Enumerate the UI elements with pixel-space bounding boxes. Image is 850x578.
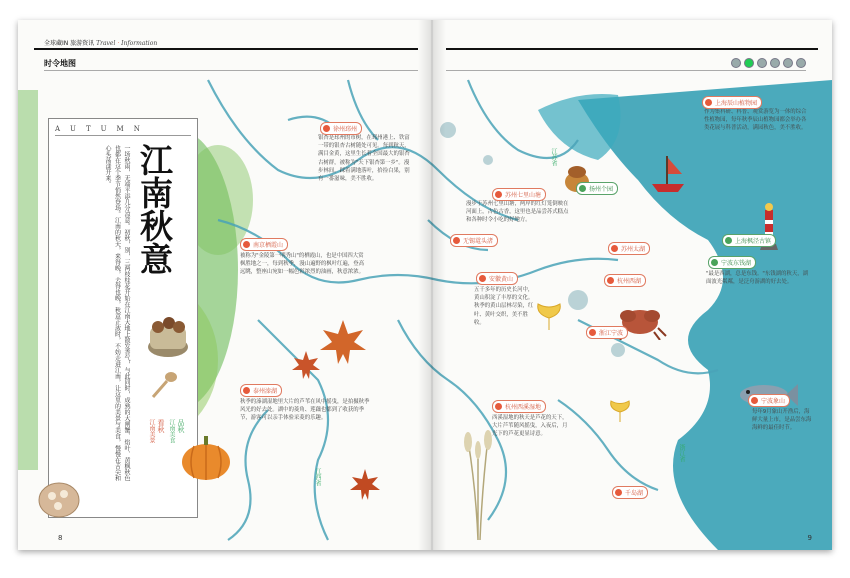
tab-icons — [731, 58, 806, 68]
section-title: 时令地图 — [44, 59, 76, 68]
ginkgo-illustration — [534, 302, 564, 332]
text-nanjing: 被称为"金陵第一明秀山"的栖霞山，也是中国四大赏枫胜地之一，每到秋季，漫山遍野的枫叶红遍，登高远眺，整座山宛如一幅色彩浓烈的油画，秋意浓浓。 — [240, 253, 364, 276]
text-chenshan: 作为集科研、科普、观赏游览为一体的综合性植物园，每年秋季辰山植物园都会举办各类花展与科普活动，满园秋色，美不胜收。 — [704, 109, 807, 132]
maple-leaf-illustration — [318, 318, 368, 368]
food-tag-sub: 江南美食 — [168, 419, 175, 443]
page-number-right: 9 — [807, 534, 812, 542]
section-rule-right — [446, 70, 806, 71]
color-tag-title: 看秋 — [157, 419, 165, 433]
brand-en: Travel — [96, 40, 116, 47]
title-panel — [48, 118, 198, 518]
color-tag-sub: 江南美景 — [148, 419, 155, 443]
magazine-spread — [18, 20, 832, 550]
pumpkin-illustration — [178, 432, 234, 482]
season-label: AUTUMN — [55, 125, 191, 136]
label-dongqian: 宁波东钱湖 — [708, 256, 756, 269]
tab-icon-2 — [744, 58, 754, 68]
ginkgo-2-illustration — [608, 400, 632, 424]
main-title: 江南秋意 — [135, 143, 174, 275]
tab-icon-4 — [770, 58, 780, 68]
tab-icon-6 — [796, 58, 806, 68]
text-suzhou-shantang: 漫步于苏州七里山塘，两岸的红灯笼倒映在河面上，古色古香，这里也是品尝苏式糕点和各种时令小吃的好地方。 — [466, 201, 569, 224]
brand-sep: · — [117, 40, 120, 47]
text-xixi: 西溪湿地的秋天是芦花的天下，大片芦苇随风摇曳，入夜后，月光下的芦花更显诗意。 — [492, 415, 568, 438]
label-ningbo: 浙江宁波 — [586, 326, 628, 339]
label-nanjing: 南京栖霞山 — [240, 238, 288, 251]
label-huangshan: 安徽黄山 — [476, 272, 518, 285]
left-header — [34, 32, 418, 52]
maple-leaf-3-illustration — [348, 468, 382, 502]
food-tag-title: 品秋 — [177, 419, 185, 433]
tab-icon-3 — [757, 58, 767, 68]
label-suzhou-taihu: 苏州太湖 — [608, 242, 650, 255]
spoon-illustration — [149, 369, 179, 399]
label-xuzhou: 徐州邳州 — [320, 122, 362, 135]
intro-text: 一场秋雨，无端平添几分凉意。初秋，别，三两枝桂花开始在江南大地上散发香气，与此同时，成熟的大闸蟹、焰叶、黄枫秋色也都在这个季节悄然登场。江南的秋天，来得晚，去得也晚，秋意正浓时，不妨走进江南，让这里的美景与美食，慢慢在舌尖和心头荡漾开来。 — [104, 145, 130, 481]
boat-illustration — [648, 150, 688, 196]
text-dongqian: "最是西湖，总是东钱。"东钱湖的秋天，湖面波光粼粼，是泛舟游湖的好去处。 — [706, 271, 808, 286]
header-rule-left — [34, 48, 418, 50]
section-rule-left — [44, 70, 418, 71]
page-number-left: 8 — [58, 534, 63, 542]
label-fengjing: 上海枫泾古镇 — [722, 234, 776, 247]
tab-icon-5 — [783, 58, 793, 68]
brand-cn: 全球藏IN 旅游资讯 — [44, 40, 95, 47]
label-qiandao: 千岛湖 — [612, 486, 648, 499]
text-taizhou: 秋季的溱湖湿地里大片的芦苇在风中摇曳，是拍摄秋季风光的好去处。湖中的菱角、莲藕也都到了收获的季节，游客可以亲手体验采菱的乐趣。 — [240, 399, 370, 422]
right-header — [446, 32, 832, 52]
label-wuxi: 无锡鼋头渚 — [450, 234, 498, 247]
lotus-root-illustration — [36, 480, 82, 520]
header-rule-right — [446, 48, 818, 50]
tab-icon-1 — [731, 58, 741, 68]
region-jiangsu: 江苏省 — [550, 148, 557, 166]
label-yangzhou: 扬州个园 — [576, 182, 618, 195]
chestnut-bowl-illustration — [145, 309, 191, 359]
label-chenshan: 上海辰山植物园 — [702, 96, 762, 109]
text-xiangshan: 每年9月象山开渔后，海鲜大量上市，是品尝东海海鲜的最佳时节。 — [752, 409, 812, 432]
text-ningbo — [588, 340, 734, 388]
maple-leaf-2-illustration — [290, 350, 322, 382]
text-huangshan: 五千多年的历史长河中，黄山积淀了丰厚的文化。秋季的黄山层林尽染，红叶、黄叶交织，美不胜收。 — [474, 287, 534, 326]
label-west-lake: 杭州西湖 — [604, 274, 646, 287]
label-suzhou-shantang: 苏州七里山塘 — [492, 188, 546, 201]
brand-line — [44, 38, 157, 47]
brand-en2: Information — [121, 40, 158, 47]
region-zhejiang: 浙江省 — [678, 444, 685, 462]
label-xixi: 杭州西溪湿地 — [492, 400, 546, 413]
text-xuzhou: 银杏是邳州的市树，在邳州港上、铁富一带的银杏古树随处可见。每到秋天，满目金黄，这里生长着全国最大的银杏古树群，被称为"天下银杏第一乡"。漫步林间，踩着满地落叶，拾捡白果，别有一番滋味，美不胜收。 — [318, 135, 410, 183]
region-jiangxi: 江西省 — [314, 468, 321, 486]
label-taizhou: 泰州溱湖 — [240, 384, 282, 397]
label-xiangshan: 宁波象山 — [748, 394, 790, 407]
